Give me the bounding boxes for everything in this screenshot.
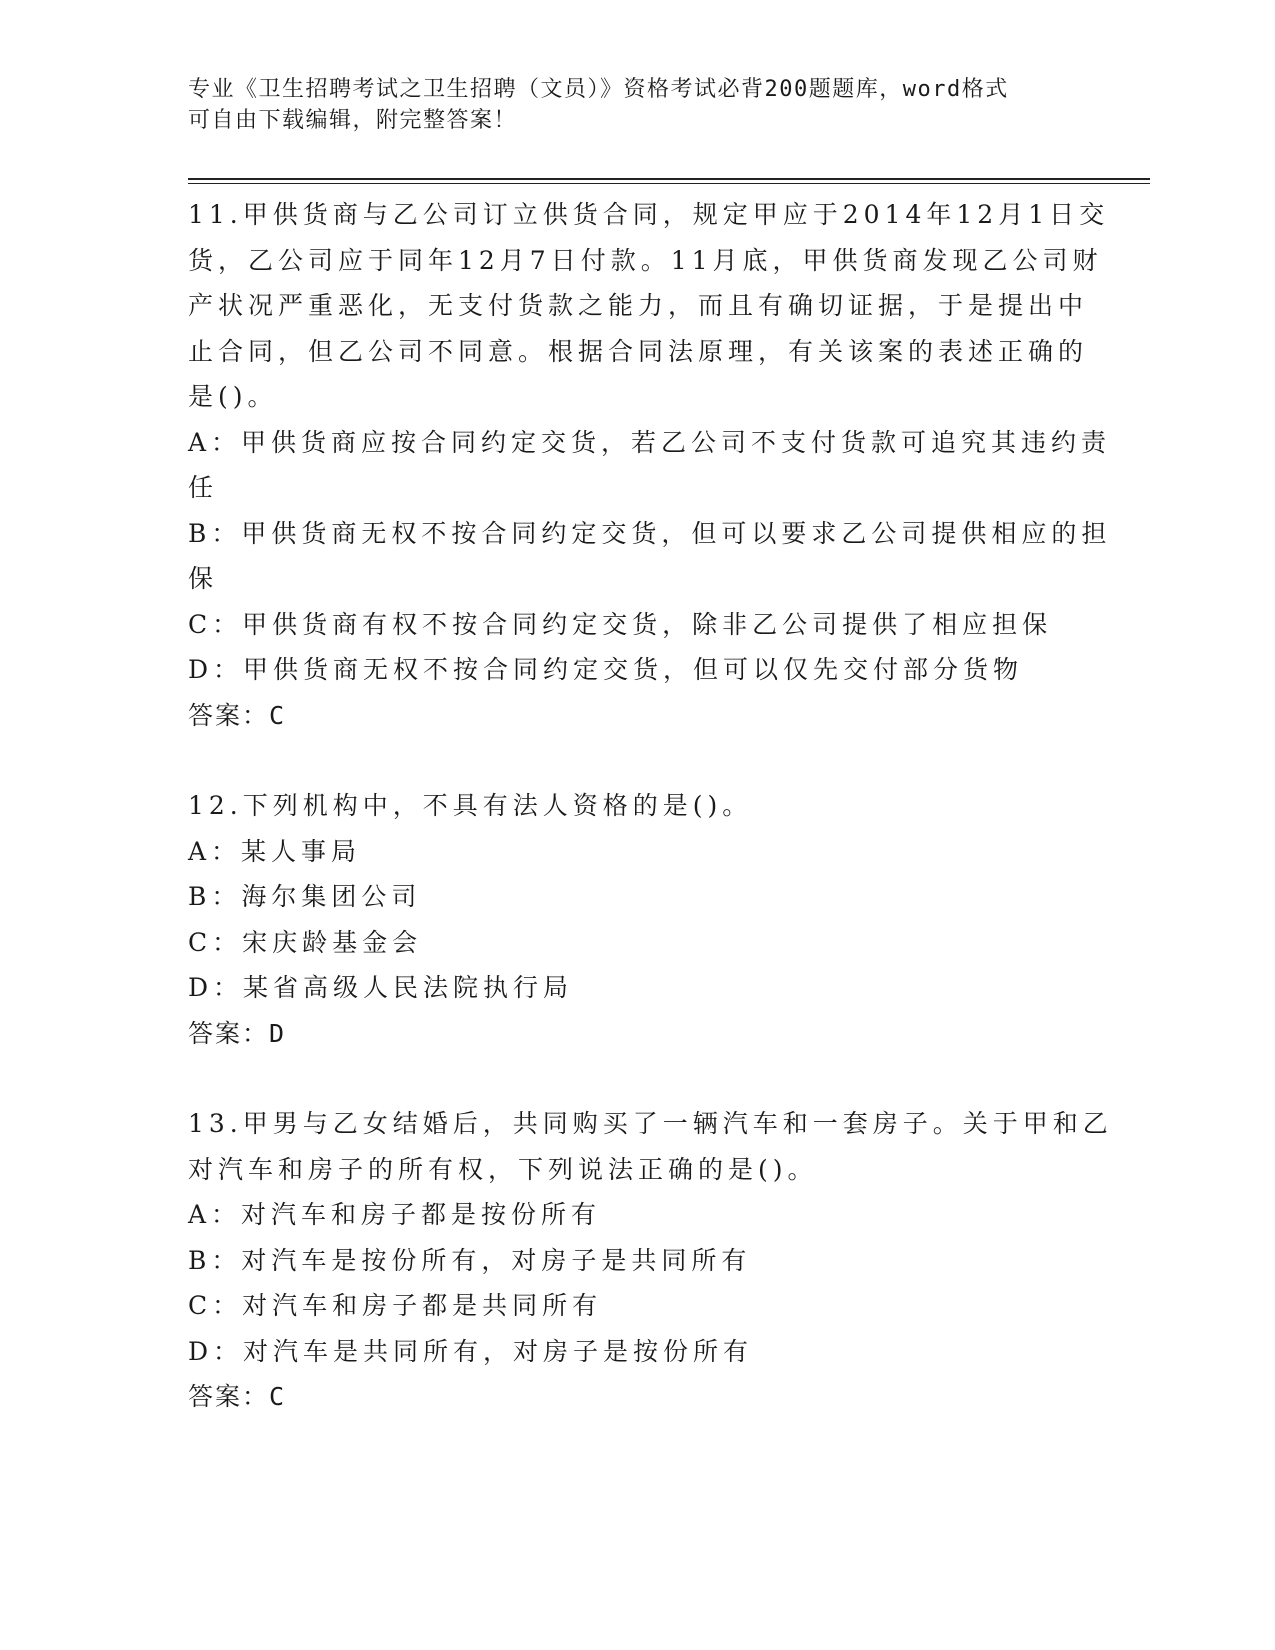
question-stem-line: 11.甲供货商与乙公司订立供货合同，规定甲应于2014年12月1日交 — [188, 200, 1110, 229]
answer-label: 答案：C — [188, 700, 287, 730]
header-line-2: 可自由下载编辑，附完整答案！ — [188, 108, 518, 133]
option-a: A：甲供货商应按合同约定交货，若乙公司不支付货款可追究其违约责 — [188, 427, 1112, 457]
document-header — [188, 74, 1068, 136]
option-b-continued: 保 — [188, 564, 219, 593]
option-a-continued: 任 — [188, 473, 219, 502]
option-c: C：对汽车和房子都是共同所有 — [188, 1291, 603, 1320]
question-stem-line: 对汽车和房子的所有权，下列说法正确的是()。 — [188, 1154, 818, 1184]
option-b: B：对汽车是按份所有，对房子是共同所有 — [188, 1245, 752, 1275]
option-c: C：甲供货商有权不按合同约定交货，除非乙公司提供了相应担保 — [188, 609, 1053, 639]
question-stem-line: 13.甲男与乙女结婚后，共同购买了一辆汽车和一套房子。关于甲和乙 — [188, 1109, 1113, 1138]
question-stem-line: 货，乙公司应于同年12月7日付款。11月底，甲供货商发现乙公司财 — [188, 245, 1103, 275]
question-stem-line: 止合同，但乙公司不同意。根据合同法原理，有关该案的表述正确的 — [188, 336, 1089, 366]
question-stem-line: 产状况严重恶化，无支付货款之能力，而且有确切证据，于是提出中 — [188, 291, 1089, 320]
answer-label: 答案：C — [188, 1382, 287, 1411]
question-spacer — [188, 738, 1088, 783]
answer-label: 答案：D — [188, 1018, 287, 1048]
option-a: A：对汽车和房子都是按份所有 — [188, 1200, 602, 1229]
question-13 — [188, 1101, 1113, 1420]
option-a: A：某人事局 — [188, 836, 362, 866]
option-b: B：甲供货商无权不按合同约定交货，但可以要求乙公司提供相应的担 — [188, 518, 1112, 548]
header-divider-thin — [188, 183, 1150, 184]
option-d: D：某省高级人民法院执行局 — [188, 973, 574, 1002]
option-d: D：对汽车是共同所有，对房子是按份所有 — [188, 1336, 754, 1366]
question-stem-line: 是()。 — [188, 382, 278, 411]
header-line-1: 专业《卫生招聘考试之卫生招聘（文员）》资格考试必背200题题库，word格式 — [188, 77, 1009, 102]
header-divider-thick — [188, 178, 1150, 180]
option-c: C：宋庆龄基金会 — [188, 927, 423, 957]
question-stem-line: 12.下列机构中，不具有法人资格的是()。 — [188, 791, 753, 820]
question-11 — [188, 192, 1112, 738]
question-list — [188, 192, 1113, 1420]
option-b: B：海尔集团公司 — [188, 882, 422, 911]
question-12 — [188, 783, 1088, 1056]
option-d: D：甲供货商无权不按合同约定交货，但可以仅先交付部分货物 — [188, 655, 1024, 684]
question-spacer — [188, 1056, 1088, 1101]
